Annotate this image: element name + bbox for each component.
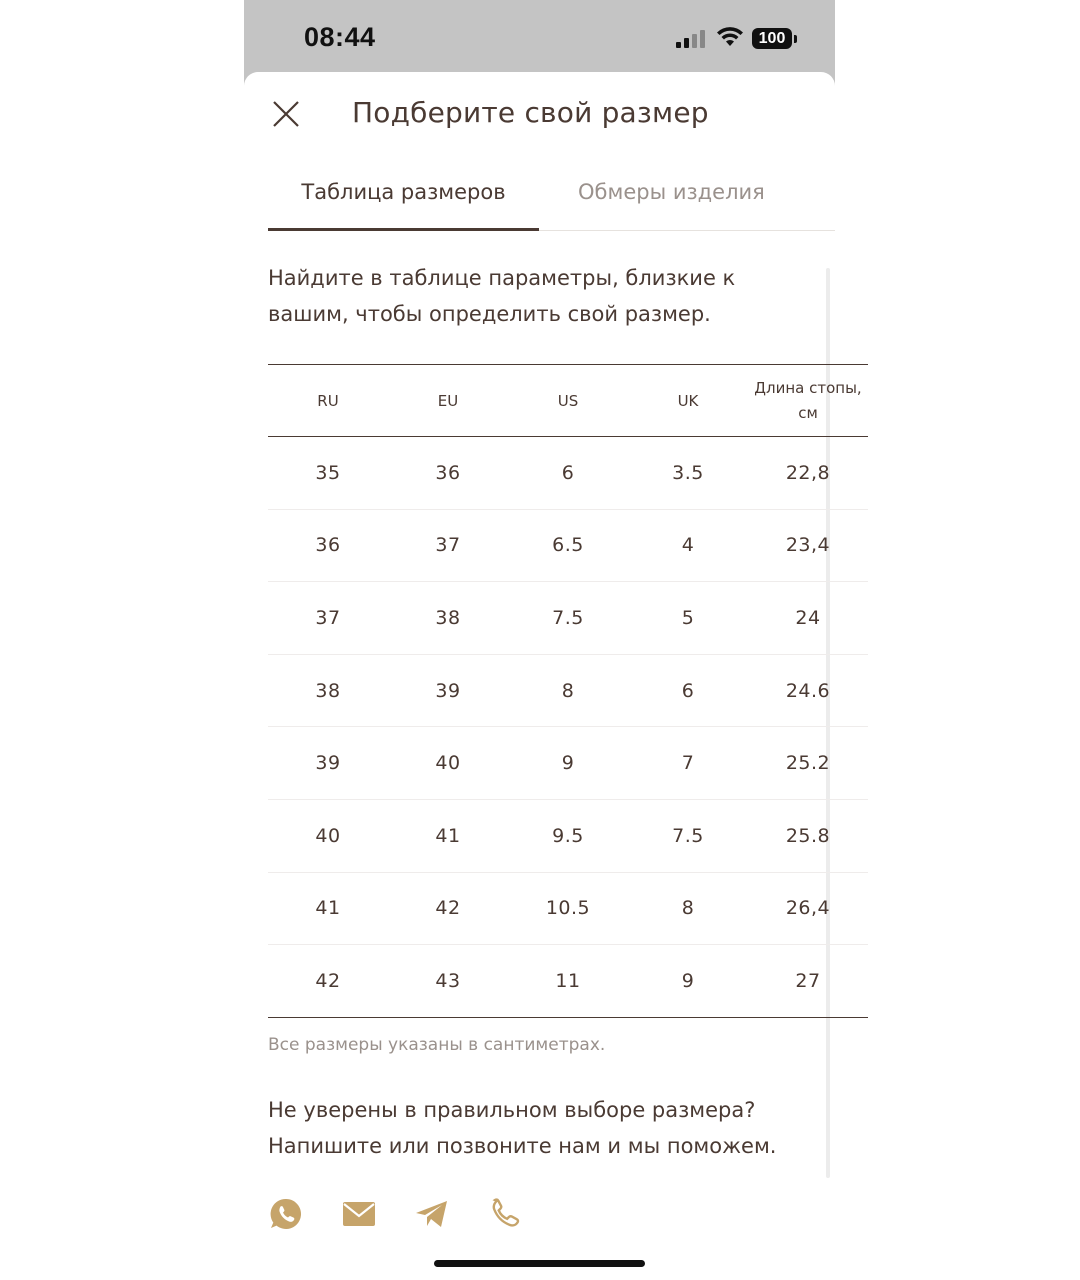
table-cell: 38 xyxy=(435,606,461,629)
battery-icon: 100 xyxy=(752,28,792,49)
table-row xyxy=(268,799,868,872)
help-text: Не уверены в правильном выборе размера? Напишите или позвоните нам и мы поможем. xyxy=(268,1098,777,1158)
table-cell: 41 xyxy=(315,897,341,920)
table-cell: 40 xyxy=(435,752,461,775)
table-cell: 36 xyxy=(435,461,461,484)
phone-icon[interactable] xyxy=(487,1196,523,1232)
table-cell: 8 xyxy=(681,897,695,920)
table-cell: 6 xyxy=(681,679,695,702)
table-cell: 8 xyxy=(561,679,575,702)
table-cell: 6.5 xyxy=(552,534,584,557)
tab-size-table[interactable]: Таблица размеров xyxy=(268,180,539,231)
table-cell: 11 xyxy=(555,969,581,992)
table-cell: 7 xyxy=(681,752,695,775)
wifi-icon xyxy=(716,26,744,48)
table-cell: 41 xyxy=(435,824,461,847)
table-row xyxy=(268,945,868,1018)
close-icon[interactable] xyxy=(270,98,302,130)
column-header-foot-length xyxy=(748,365,868,437)
table-cell: 22,8 xyxy=(785,461,831,484)
table-cell: 36 xyxy=(315,534,341,557)
tab-product-measurements[interactable]: Обмеры изделия xyxy=(578,180,765,204)
table-cell: 3.5 xyxy=(672,461,704,484)
table-row xyxy=(268,437,868,510)
column-header-ru: RU xyxy=(317,391,339,410)
table-row xyxy=(268,872,868,945)
mail-icon[interactable] xyxy=(341,1196,377,1232)
table-cell: 9 xyxy=(681,969,695,992)
table-cell: 23,4 xyxy=(785,534,831,557)
table-cell: 43 xyxy=(435,969,461,992)
table-cell: 42 xyxy=(435,897,461,920)
table-row xyxy=(268,582,868,655)
table-cell: 40 xyxy=(315,824,341,847)
phone-screen xyxy=(244,0,862,1280)
table-cell: 10.5 xyxy=(545,897,591,920)
table-cell: 27 xyxy=(795,969,821,992)
table-cell: 7.5 xyxy=(552,606,584,629)
table-header-row xyxy=(268,365,868,437)
tab-bar xyxy=(268,162,835,231)
size-table xyxy=(268,364,862,1018)
table-cell: 38 xyxy=(315,679,341,702)
table-row xyxy=(268,654,868,727)
table-cell: 24 xyxy=(795,606,821,629)
table-cell: 35 xyxy=(315,461,341,484)
column-header-us: US xyxy=(557,391,579,410)
table-cell: 37 xyxy=(315,606,341,629)
cellular-signal-icon xyxy=(676,30,706,48)
sheet-title: Подберите свой размер xyxy=(352,96,709,129)
table-row xyxy=(268,727,868,800)
column-header-foot-length-label: Длина стопы, xyxy=(754,378,862,397)
table-cell: 39 xyxy=(315,752,341,775)
table-cell: 24.6 xyxy=(785,679,831,702)
table-cell: 42 xyxy=(315,969,341,992)
home-indicator[interactable] xyxy=(434,1260,645,1267)
table-cell: 25.8 xyxy=(785,824,831,847)
table-cell: 4 xyxy=(681,534,695,557)
table-cell: 37 xyxy=(435,534,461,557)
table-cell: 25.2 xyxy=(785,752,831,775)
table-cell: 39 xyxy=(435,679,461,702)
table-cell: 9.5 xyxy=(552,824,584,847)
table-cell: 26,4 xyxy=(785,897,831,920)
table-cell: 9 xyxy=(561,752,575,775)
table-cell: 7.5 xyxy=(672,824,704,847)
table-row xyxy=(268,509,868,582)
table-cell: 5 xyxy=(681,606,695,629)
status-time: 08:44 xyxy=(304,22,376,52)
column-header-uk: UK xyxy=(677,391,699,410)
units-note: Все размеры указаны в сантиметрах. xyxy=(268,1035,606,1055)
table-cell: 6 xyxy=(561,461,575,484)
column-header-eu: EU xyxy=(437,391,459,410)
intro-text: Найдите в таблице параметры, близкие к вашим, чтобы определить свой размер. xyxy=(268,266,736,326)
whatsapp-icon[interactable] xyxy=(268,1196,304,1232)
status-bar xyxy=(244,0,835,72)
column-header-foot-length-unit: см xyxy=(798,403,818,422)
telegram-icon[interactable] xyxy=(414,1196,450,1232)
size-guide-sheet xyxy=(244,72,862,1280)
